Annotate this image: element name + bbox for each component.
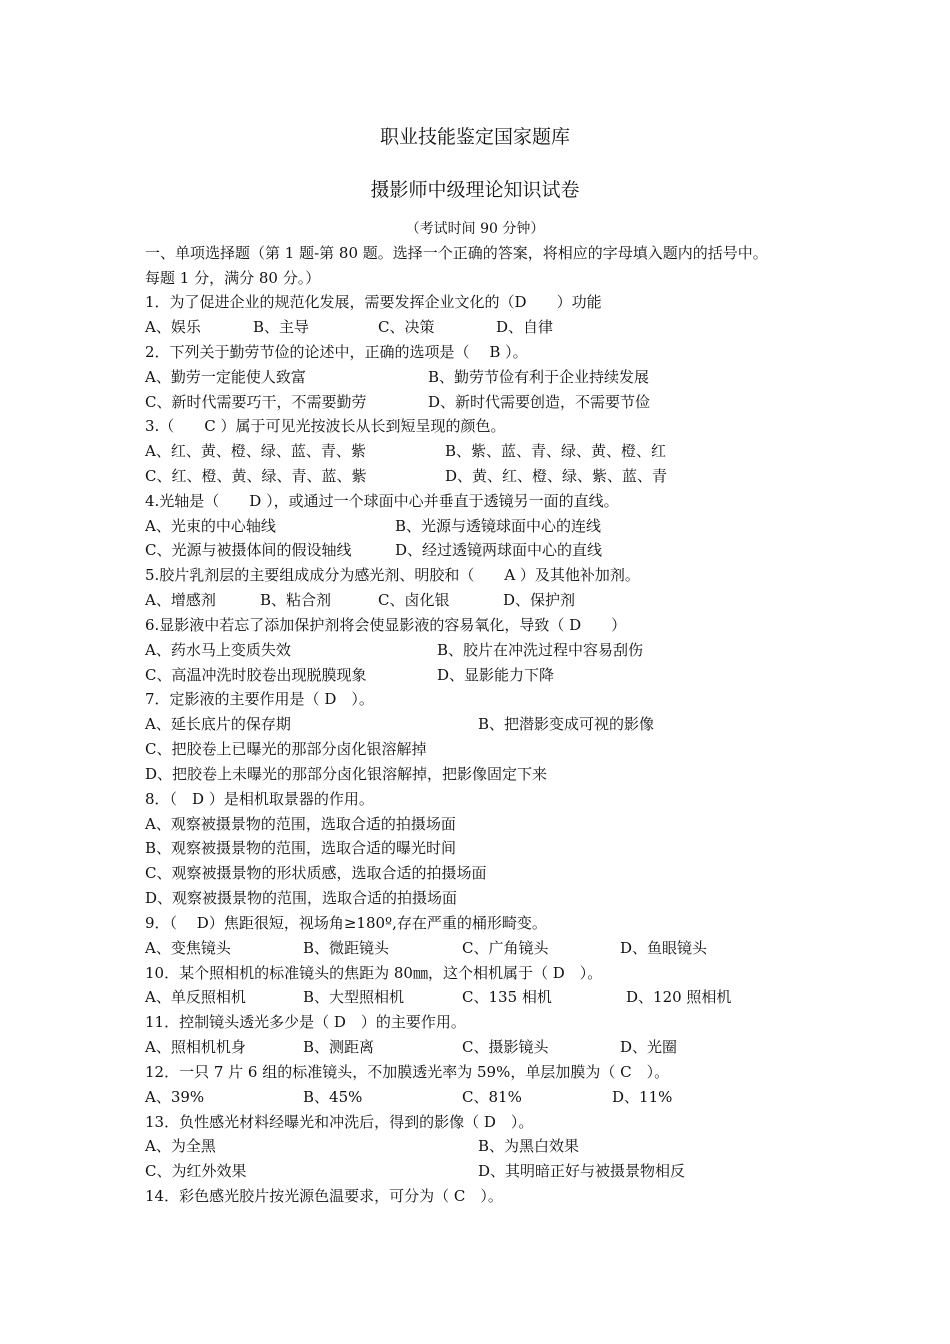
question-line [0,687,950,712]
option: B、光源与透镜球面中心的连线 [395,517,602,535]
question-line [0,414,950,439]
option: B、大型照相机 [303,988,405,1006]
option: A、39% [145,1088,205,1106]
options-line [0,712,950,737]
option: C、决策 [378,318,435,336]
option: B、粘合剂 [260,591,332,609]
option: A、药水马上变质失效 [145,641,291,659]
question-text: 5.胶片乳剂层的主要组成成分为感光剂、明胶和（ A ）及其他补加剂。 [145,566,640,584]
question-text: 2．下列关于勤劳节俭的论述中，正确的选项是（ B ）。 [145,343,528,361]
question-text: 12．一只 7 片 6 组的标准镜头，不加膜透光率为 59%，单层加膜为（ C ）。 [145,1063,670,1081]
option: A、为全黑 [145,1137,216,1155]
option: A、增感剂 [145,591,216,609]
question-text: 4.光轴是（ D ），或通过一个球面中心并垂直于透镜另一面的直线。 [145,492,619,510]
question-text: 10．某个照相机的标准镜头的焦距为 80㎜，这个相机属于（ D ）。 [145,964,603,982]
exam-time-note: （考试时间 90 分钟） [405,221,545,237]
question-line [0,613,950,638]
options-line [0,315,950,340]
question-text: 6.显影液中若忘了添加保护剂将会使显影液的容易氧化，导致（ D ） [145,616,627,634]
options-line [0,737,950,762]
option: B、测距离 [303,1038,375,1056]
option: D、把胶卷上未曝光的那部分卤化银溶解掉，把影像固定下来 [145,765,548,783]
question-text: 14．彩色感光胶片按光源色温要求，可分为（ C ）。 [145,1187,503,1205]
option: D、新时代需要创造，不需要节俭 [428,393,651,411]
question-line [0,1010,950,1035]
option: A、娱乐 [145,318,201,336]
section-heading [0,241,950,266]
options-line [0,464,950,489]
option: B、45% [303,1088,363,1106]
option: A、单反照相机 [145,988,246,1006]
question-text: 1．为了促进企业的规范化发展，需要发挥企业文化的（D ）功能 [145,293,602,311]
option: B、紫、蓝、青、绿、黄、橙、红 [445,442,667,460]
option: C、为红外效果 [145,1162,247,1180]
option: C、观察被摄景物的形状质感，选取合适的拍摄场面 [145,864,487,882]
question-line [0,1184,950,1209]
option: A、光束的中心轴线 [145,517,276,535]
question-line [0,290,950,315]
question-line [0,340,950,365]
option: D、光圈 [620,1038,678,1056]
option: C、摄影镜头 [462,1038,549,1056]
option: D、鱼眼镜头 [620,939,708,957]
options-line [0,439,950,464]
section-heading-cont [0,266,950,291]
options-line [0,588,950,613]
options-line [0,936,950,961]
question-line [0,1110,950,1135]
question-text: 13．负性感光材料经曝光和冲洗后，得到的影像（ D ）。 [145,1113,534,1131]
section-heading-cont-text: 每题 1 分，满分 80 分。） [145,269,321,287]
option: B、主导 [253,318,310,336]
options-line [0,1035,950,1060]
option: C、广角镜头 [462,939,549,957]
question-text: 7．定影液的主要作用是（ D ）。 [145,690,374,708]
option: C、135 相机 [462,988,552,1006]
option: C、卤化银 [378,591,450,609]
option: B、胶片在冲洗过程中容易刮伤 [437,641,644,659]
option: D、观察被摄景物的范围，选取合适的拍摄场面 [145,889,458,907]
option: C、把胶卷上已曝光的那部分卤化银溶解掉 [145,740,427,758]
option: C、81% [462,1088,522,1106]
question-line [0,489,950,514]
option: B、为黑白效果 [478,1137,580,1155]
option: D、经过透镜两球面中心的直线 [395,541,603,559]
exam-paper-title: 摄影师中级理论知识试卷 [370,179,580,201]
option: D、120 照相机 [626,988,732,1006]
options-line [0,638,950,663]
question-line [0,1060,950,1085]
question-line [0,911,950,936]
option: A、照相机机身 [145,1038,246,1056]
option: B、把潜影变成可视的影像 [478,715,655,733]
options-line [0,812,950,837]
option: B、勤劳节俭有利于企业持续发展 [428,368,650,386]
options-line [0,538,950,563]
options-line [0,1134,950,1159]
option: A、勤劳一定能使人致富 [145,368,306,386]
option: B、观察被摄景物的范围，选取合适的曝光时间 [145,839,457,857]
question-text: 8．（ D ）是相机取景器的作用。 [145,790,374,808]
option: B、微距镜头 [303,939,390,957]
options-line [0,390,950,415]
options-line [0,663,950,688]
option: D、保护剂 [503,591,576,609]
option: D、显影能力下降 [437,666,555,684]
options-line [0,1159,950,1184]
question-text: 9．（ D）焦距很短，视场角≥180º,存在严重的桶形畸变。 [145,914,547,932]
question-line [0,563,950,588]
option: A、延长底片的保存期 [145,715,291,733]
question-text: 11．控制镜头透光多少是（ D ）的主要作用。 [145,1013,466,1031]
option: D、自律 [496,318,554,336]
options-line [0,836,950,861]
exam-bank-title: 职业技能鉴定国家题库 [379,126,570,148]
options-line [0,886,950,911]
options-line [0,514,950,539]
option: C、红、橙、黄、绿、青、蓝、紫 [145,467,367,485]
options-line [0,762,950,787]
options-line [0,861,950,886]
option: D、其明暗正好与被摄景物相反 [478,1162,686,1180]
question-line [0,961,950,986]
option: A、变焦镜头 [145,939,231,957]
option: D、11% [612,1088,673,1106]
option: C、高温冲洗时胶卷出现脱膜现象 [145,666,367,684]
options-line [0,1085,950,1110]
option: A、观察被摄景物的范围，选取合适的拍摄场面 [145,815,456,833]
option: C、光源与被摄体间的假设轴线 [145,541,352,559]
option: D、黄、红、橙、绿、紫、蓝、青 [445,467,668,485]
question-line [0,787,950,812]
section-heading-text: 一、单项选择题（第 1 题-第 80 题。选择一个正确的答案，将相应的字母填入题内的括号中。 [145,244,768,262]
question-text: 3.（ C ）属于可见光按波长从长到短呈现的颜色。 [145,417,506,435]
options-line [0,365,950,390]
option: C、新时代需要巧干，不需要勤劳 [145,393,367,411]
option: A、红、黄、橙、绿、蓝、青、紫 [145,442,366,460]
options-line [0,985,950,1010]
